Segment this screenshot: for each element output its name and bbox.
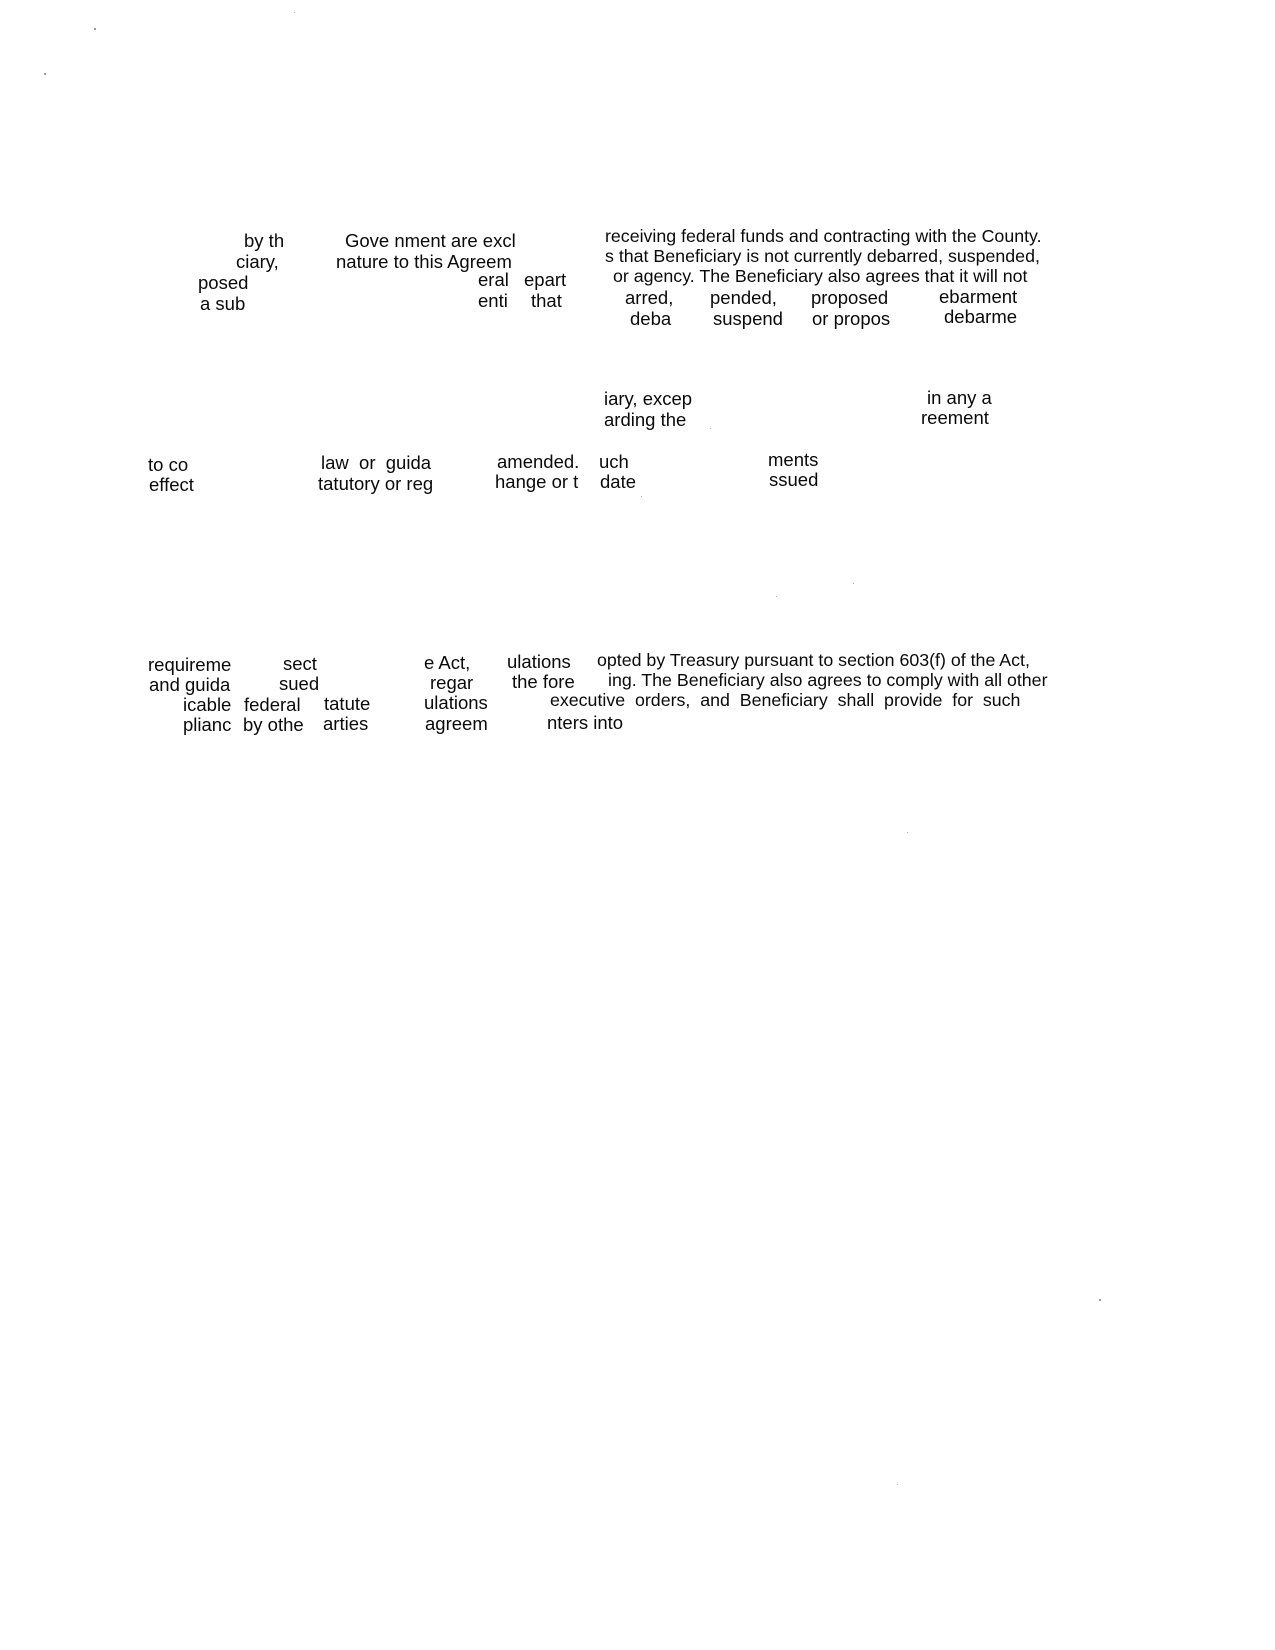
text-fragment: Gove nment are excl [345,230,516,251]
text-fragment: epart [524,269,567,290]
text-fragment: icable [183,694,232,715]
text-fragment: hange or t [495,471,579,492]
text-fragment: in any a [927,387,992,408]
scan-speck [907,832,908,833]
text-fragment: sued [279,673,320,694]
text-fragment: arding the [604,409,687,430]
text-fragment: enti [478,290,508,311]
scan-speck [641,496,642,497]
text-fragment: amended. [497,451,580,472]
text-fragment: requireme [148,654,232,675]
text-fragment: receiving federal funds and contracting with the County. [605,226,1042,246]
text-fragment: to co [148,454,189,475]
text-fragment: the fore [512,671,575,692]
text-fragment: nature to this Agreem [336,251,512,272]
text-fragment: ments [768,449,819,470]
text-fragment: ing. The Beneficiary also agrees to comply with all other [608,670,1048,690]
text-fragment: ssued [769,469,819,490]
text-fragment: federal [244,694,301,715]
text-fragment: posed [198,272,249,293]
text-fragment: regar [430,672,474,693]
text-fragment: or agency. The Beneficiary also agrees that it will not [613,266,1028,286]
text-fragment: deba [630,308,672,329]
text-fragment: eral [478,269,509,290]
text-fragment: ebarment [939,286,1018,307]
text-fragment: debarme [944,306,1018,327]
scan-speck [1099,1299,1101,1301]
scan-speck [44,73,46,75]
text-fragment: nters into [547,712,624,733]
text-fragment: pended, [710,287,777,308]
text-fragment: arties [323,713,369,734]
text-fragment: law or guida [321,452,432,473]
text-fragment: by othe [243,714,304,735]
text-fragment: plianc [183,714,232,735]
text-fragment: a sub [200,293,246,314]
text-fragment: reement [921,407,989,428]
scan-speck [897,1484,898,1485]
text-fragment: uch [599,451,629,472]
scan-speck [94,28,96,30]
text-fragment: and guida [149,674,231,695]
scan-speck [710,428,711,429]
text-fragment: ulations [507,651,571,672]
text-fragment: iary, excep [604,388,693,409]
text-fragment: tatutory or reg [318,473,434,494]
text-fragment: proposed [811,287,889,308]
text-fragment: agreem [425,713,488,734]
text-fragment: tatute [324,693,371,714]
scan-speck [853,583,854,584]
scan-speck [294,12,295,13]
text-fragment: sect [283,653,317,674]
text-fragment: s that Beneficiary is not currently debarred, suspended, [605,246,1040,266]
text-fragment: ulations [424,692,488,713]
text-fragment: by th [244,230,285,251]
text-fragment: opted by Treasury pursuant to section 603(f) of the Act, [597,650,1030,670]
text-fragment: arred, [625,287,674,308]
text-fragment: date [600,471,637,492]
text-fragment: that [531,290,562,311]
text-fragment: ciary, [236,251,279,272]
text-fragment: e Act, [424,652,471,673]
text-fragment: effect [149,474,194,495]
text-fragment: executive orders, and Beneficiary shall provide for such [550,690,1021,710]
scan-speck [776,596,777,597]
text-fragment: suspend [713,308,783,329]
text-fragment: or propos [812,308,891,329]
